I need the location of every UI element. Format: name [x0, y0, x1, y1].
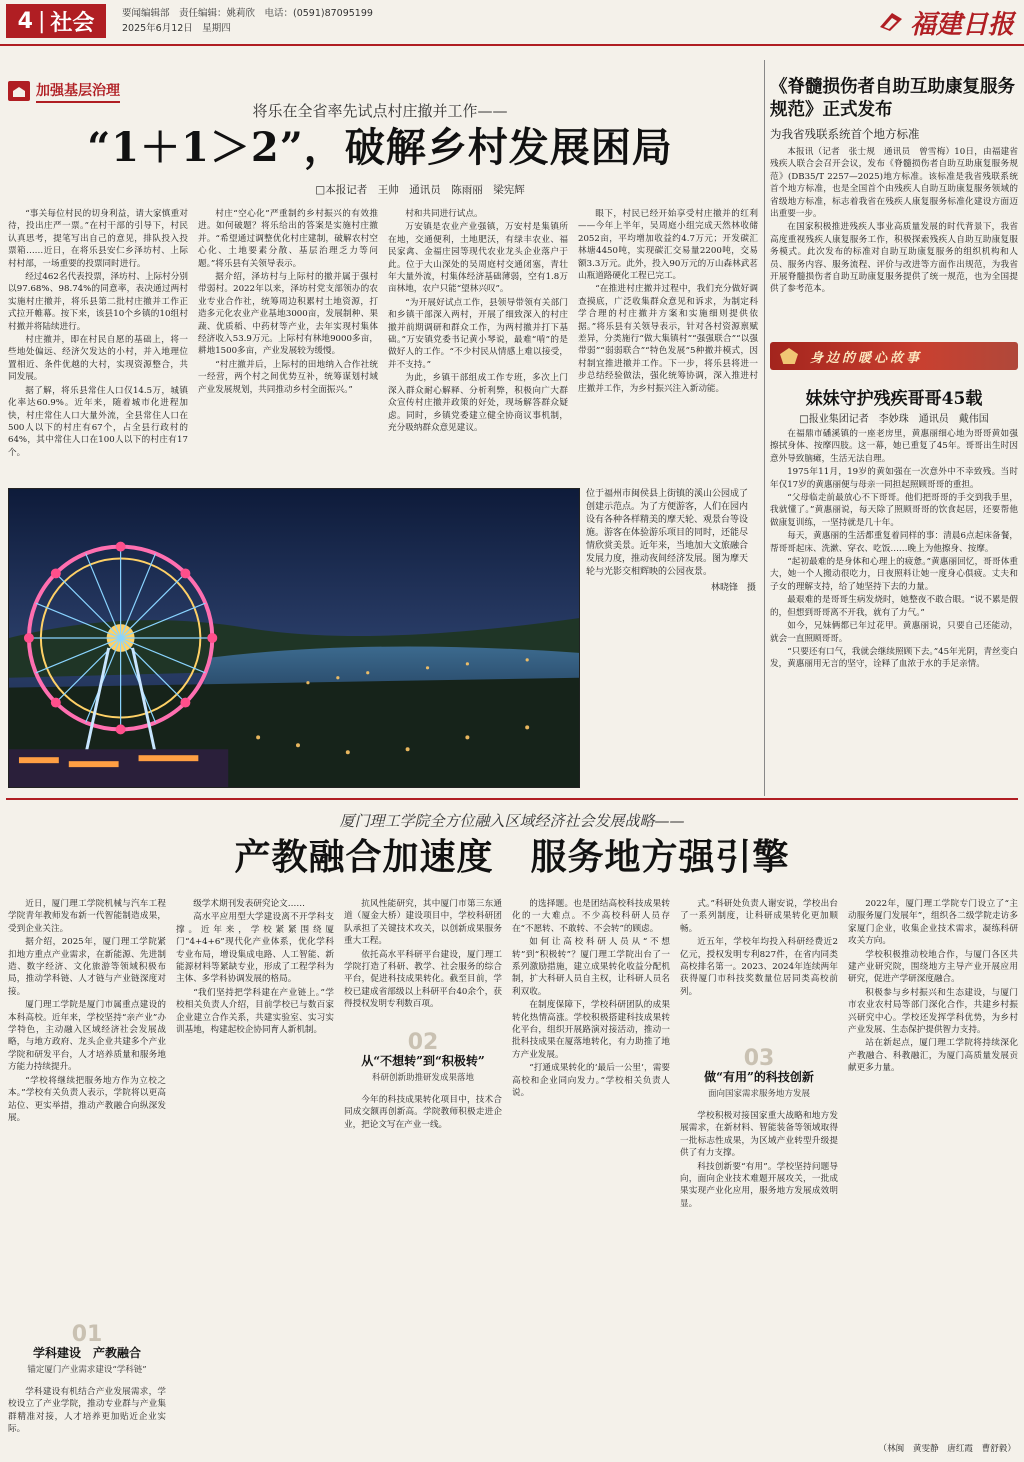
paragraph: 科技创新要“有用”。学校坚持问题导向，面向企业技术难题开展攻关，一批成果实现产业化应用，服务地方发展成效明显。: [680, 1161, 838, 1209]
column-divider: [764, 60, 765, 796]
paragraph: 如今，兄妹俩都已年过花甲。黄惠丽说，只要自己还能动，就会一直照顾哥哥。: [770, 621, 1018, 644]
subhead-number: 01: [71, 1322, 103, 1347]
paragraph: “学校将继续把服务地方作为立校之本。”学校有关负责人表示，学院将以更高站位、更实举措，推动产教融合向纵深发展。: [8, 1075, 166, 1123]
paragraph: 为此，乡镇干部组成工作专班，多次上门深入群众耐心解释、分析利弊，积极向广大群众宣传村庄撤并政策的好处，现场解答群众疑虑。同时，乡镇党委建立健全协商议事机制，充分吸纳群众意见建议。: [388, 373, 568, 433]
feature-column-5a: [680, 898, 838, 1038]
page-number: 4: [17, 8, 33, 34]
paper-logo: [878, 4, 1014, 40]
paragraph: 经过462名代表投票，泽坊村、上际村分别以97.68%、98.74%的同意率，表决通过两村实施村庄撤并，将乐县第二批村庄撤并工作正式拉开帷幕。按下来，该县10个乡镇的10组村村撤并将陆续进行。: [8, 272, 188, 332]
paragraph: 近五年，学校年均投入科研经费近2亿元，授权发明专利827件，在省内同类高校排名第一。2023、2024年连续两年获得厦门市科技奖数量位居同类高校前列。: [680, 937, 838, 997]
paragraph: 据了解，将乐县常住人口仅14.5万，城镇化率达60.9%。近年来，随着城市化进程加快，村庄常住人口大量外流，全县常住人口在500人以下的村庄有67个，占全县行政村的64%，其中常住人口在100人以下的村庄有17个。: [8, 385, 188, 458]
ferris-wheel-night-scene: [9, 489, 579, 787]
paragraph: 2022年，厦门理工学院专门设立了“主动服务厦门发展年”，组织各二级学院走访多家厦门企业，收集企业技术需求，凝练科研攻关方向。: [848, 899, 1018, 947]
feature-column-3a: [344, 898, 502, 1018]
lead-column-4: [578, 208, 758, 480]
paragraph: 村庄“空心化”严重制约乡村振兴的有效推进。如何破题？将乐给出的答案是实施村庄撤并。“希望通过调整优化村庄建制，破解农村空心化、土地要素分散、基层治理乏力等问题。”将乐县有关领导表示。: [198, 209, 378, 269]
subhead-subtitle: 科研创新助推研发成果落地: [371, 1073, 474, 1083]
paragraph: 厦门理工学院是厦门市属重点建设的本科高校。近年来，学校坚持“亲产业”办学特色，主动融入区域经济社会发展战略，与地方政府、龙头企业共建多个产业学院和研发平台，人才培养质量和服务地方能力持续提升。: [8, 1000, 166, 1073]
page-header: [0, 0, 1024, 46]
subhead-subtitle: 锚定厦门产业需求建设“学科链”: [27, 1365, 147, 1375]
paragraph: 在福鼎市磻溪镇的一座老房里，黄惠丽细心地为哥哥黄如强擦拭身体、按摩四肢。这一幕，她已重复了45年。哥哥出生时因意外导致脑瘫，生活无法自理。: [770, 429, 1018, 464]
paragraph: 抗风性能研究，其中厦门市第三东通道（厦金大桥）建设项目中，学校科研团队承担了关键技术攻关，以创新成果服务重大工程。: [344, 899, 502, 947]
feature-column-3b: [344, 1094, 502, 1454]
paragraph: “村庄撤并后，上际村的田地纳入合作社统一经营，两个村之间优势互补，统筹谋划村域产业发展规划，共同推动乡村全面振兴。”: [198, 359, 378, 395]
paragraph: “我们坚持把学科建在产业链上。”学校相关负责人介绍，目前学校已与数百家企业建立合作关系，共建实验室、实习实训基地，构建起校企协同育人新机制。: [176, 987, 334, 1036]
feature-column-6: [848, 898, 1018, 1438]
lead-column-2: [198, 208, 378, 480]
feature-column-5b: [680, 1110, 838, 1454]
news-photo: [8, 488, 580, 788]
subhead-number: 02: [407, 1030, 439, 1055]
page-badge: [6, 4, 106, 38]
paragraph: 的选择题。也是团结高校科技成果转化的一大难点。不少高校科研人员存在“不愿转、不敢转、不会转”的顾虑。: [512, 899, 670, 934]
side-headline: 《脊髓损伤者自助互助康复服务规范》正式发布: [770, 77, 1015, 120]
paragraph: “事关每位村民的切身利益，请大家慎重对待，投出庄严一票。”在村干部的引导下，村民认真思考，提笔写出自己的意见，排队投入投票箱……近日，在将乐县安仁乡泽坊村、上际村村部，一场重要的投票同时进行。: [8, 209, 188, 269]
feature-column-1: [8, 898, 166, 1318]
side-subtitle: 为我省残联系统首个地方标准: [770, 127, 920, 141]
paragraph: 每天，黄惠丽的生活都重复着同样的事：清晨6点起床备餐，帮哥哥起床、洗漱、穿衣、吃饭……晚上为他擦身、按摩。: [770, 531, 1018, 554]
lead-kicker: 将乐在全省率先试点村庄撤并工作——: [252, 102, 508, 120]
paragraph: 式。”科研处负责人谢安说，学校出台了一系列制度，让科研成果转化更加顺畅。: [680, 899, 838, 934]
logo-mark-icon: [878, 9, 904, 35]
subhead-title: 做“有用”的科技创新: [704, 1070, 814, 1084]
editor-line: 要闻编辑部 责任编辑：姚莉欣 电话：(0591)87095199: [122, 8, 373, 19]
paragraph: “只要还有口气，我就会继续照顾下去。”45年光阴，青丝变白发，黄惠丽用无言的坚守，诠释了血浓于水的手足亲情。: [770, 646, 1018, 670]
paragraph: 今年的科技成果转化项目中，技术合同成交额再创新高。学院教师积极走进企业，把论文写在产业一线。: [344, 1095, 502, 1130]
subhead-title: 学科建设 产教融合: [32, 1346, 141, 1360]
lead-column-1: [8, 208, 188, 480]
paragraph: 如何让高校科研人员从“不想转”到“积极转”？厦门理工学院出台了一系列激励措施，建立成果转化收益分配机制，扩大科研人员自主权，让科研人员名利双收。: [512, 937, 670, 997]
lead-column-3: [388, 208, 568, 480]
paragraph: 眼下，村民已经开始享受村庄撤并的红利——今年上半年，吴周庭小组完成天然林收储2052亩，平均增加收益约4.7万元；开发碳汇林塘4450吨，实现碳汇交易量2200吨，交易额3.3万元。此外，投入90万元的万山森林武茗山瓶道路硬化工程已完工。: [578, 209, 758, 282]
story-byline: □报业集团记者 李妙珠 通讯员 戴伟国: [799, 414, 989, 425]
paragraph: 据介绍，泽坊村与上际村的撤并属于强村带弱村。2022年以来，泽坊村党支部领办的农业专业合作社，统筹周边积累村土地资源，打造多元化农业产业基地3000亩，发展制种、果蔬、优质稻、中药材等产业，去年实现村集体经济收入53.9万元。上际村有林地9000多亩，耕地1500多亩，产业发展较为缓慢。: [198, 272, 378, 357]
section-tag: [8, 80, 120, 102]
photo-caption: [586, 488, 756, 788]
paragraph: 学科建设有机结合产业发展需求，学校设立了产业学院，推动专业群与产业集群精准对接，人才培养更加贴近企业实际。: [8, 1387, 166, 1435]
lead-headline: “1＋1＞2”，破解乡村发展困局: [87, 124, 673, 171]
feature-column-2: [176, 898, 334, 1454]
paragraph: 站在新起点，厦门理工学院将持续深化产教融合、科教融汇，为厦门高质量发展贡献更多力量。: [848, 1038, 1018, 1074]
paragraph: “为开展好试点工作，县领导带领有关部门和乡镇干部深入两村，开展了细致深入的村庄撤并前期调研和群众工作，为两村撤并打下基础。”万安镇党委书记黄小琴说，最难“啃”的是做好人的工作。“不少村民从情感上难以接受，并不支持。”: [388, 297, 568, 370]
paragraph: 据介绍，2025年，厦门理工学院紧扣地方重点产业需求，在新能源、先进制造、数字经济、文化旅游等领域积极布局，推动学科链、人才链与产业链深度对接。: [8, 937, 166, 997]
side-intro: [770, 146, 1018, 332]
photo-credit: 林晓锋 摄: [710, 583, 756, 593]
paragraph: “起初最难的是身体和心理上的疲惫。”黄惠丽回忆，哥哥体重大，她一个人搬动很吃力，日夜照料让她一度身心俱疲。丈夫和子女的理解支持，给了她坚持下去的力量。: [770, 557, 1018, 592]
paragraph: “父母临走前最放心不下哥哥。他们把哥哥的手交到我手里，我就懂了。”黄惠丽说，每天除了照顾哥哥的饮食起居，还要帮他做康复训练，一坚持就是几十年。: [770, 493, 1018, 528]
house-icon: [8, 81, 30, 101]
paragraph: 最艰难的是哥哥生病发烧时，她整夜不敢合眼。“说不累是假的，但想到哥哥离不开我，就有了力气。”: [770, 595, 1018, 618]
paragraph: 积极参与乡村振兴和生态建设，与厦门市农业农村局等部门深化合作，共建乡村振兴研究中心。学校还发挥学科优势，为乡村产业发展、生态保护提供智力支持。: [848, 987, 1018, 1036]
feature-column-1b: [8, 1386, 166, 1454]
paragraph: 在国家积极推进残疾人事业高质量发展的时代背景下，我省高度重视残疾人康复服务工作，积极探索残疾人自助互助康复服务模式。此次发布的标准对自助互助康复服务的组织机构和人员、服务内容、服务流程、评价与改进等方面作出规范，为我省开展脊髓损伤者自助互助康复服务提供了统一规范，也为全国提供了参考范本。: [770, 222, 1018, 295]
paragraph: 在制度保障下，学校科研团队的成果转化热情高涨。学校积极搭建科技成果转化平台，组织开展路演对接活动，推动一批科技成果在厦落地转化，有力助推了地方产业发展。: [512, 1000, 670, 1060]
subhead-1: [8, 1322, 166, 1375]
paragraph: 学校积极推动校地合作，与厦门各区共建产业研究院，围绕地方主导产业开展应用研究，促进产学研深度融合。: [848, 949, 1018, 985]
paragraph: 近日，厦门理工学院机械与汽车工程学院青年教师发布新一代智能制造成果，受到企业关注。: [8, 899, 166, 934]
paragraph: “打通成果转化的‘最后一公里’，需要高校和企业同向发力。”学校相关负责人说。: [512, 1063, 670, 1099]
paragraph: 村庄撤并，即在村民自愿的基础上，将一些地处偏远、经济欠发达的小村，并入地理位置相近、条件优越的大村，实现资源整合，共同发展。: [8, 335, 188, 383]
header-meta: [122, 6, 373, 36]
story-body: [770, 428, 1018, 790]
caption-text: 位于福州市闽侯县上街镇的溪山公园成了创建示范点。为了方便游客，人们在园内设有各种各样精美的摩天轮、观景台等设施。游客在体验游乐项目的同时，还能尽情欣赏美景。近年来，当地加大文旅融合发展力度，推动夜间经济发展。图为摩天轮与光影交相辉映的公园夜景。: [586, 489, 749, 577]
paragraph: “在推进村庄撤并过程中，我们充分做好调查摸底，广泛收集群众意见和诉求，为制定科学合理的村庄撤并方案和实施细则提供依据。”将乐县有关领导表示，针对各村资源禀赋差异，分类施行“做大集镇村”“强强联合”“以强带弱”“弱弱联合”“特色发展”5种撤并模式，因村制宜推进撤并工作。下一步，将乐县将进一步总结经验做法，强化统筹协调，深入推进村庄撤并工作，为乡村振兴注入新动能。: [578, 284, 758, 394]
subhead-title: 从“不想转”到“积极转”: [361, 1054, 485, 1068]
subhead-2: [344, 1030, 502, 1083]
paragraph: 万安镇是农业产业强镇，万安村是集镇所在地，交通便利，土地肥沃，有绿丰农业、福民家禽、金福庄园等现代农业龙头企业落户于此。位于大山深处的吴周庭村交通闭塞，青壮年大量外流，村集体经济基础薄弱，空有1.8万亩林地，农户只能“望林兴叹”。: [388, 222, 568, 295]
paragraph: 学校积极对接国家重大战略和地方发展需求，在新材料、智能装备等领域取得一批标志性成果，为区域产业转型升级提供了有力支撑。: [680, 1111, 838, 1159]
subhead-number: 03: [743, 1046, 775, 1071]
paragraph: 高水平应用型大学建设离不开学科支撑。近年来，学校紧紧围绕厦门“4+4+6”现代化产业体系，优化学科专业布局，增设集成电路、人工智能、新能源材料等紧缺专业，形成了工程学科为主体、多学科协调发展的格局。: [176, 912, 334, 985]
story-headline: 妹妹守护残疾哥哥45载: [805, 389, 983, 409]
lead-byline: □本报记者 王帅 通讯员 陈雨丽 梁宪辉: [315, 184, 525, 196]
page-badge-separator: |: [37, 8, 46, 34]
paragraph: 依托高水平科研平台建设，厦门理工学院打造了科研、教学、社会服务的综合平台，促进科技成果转化。截至目前，学校已建成省部级以上科研平台40余个，获得授权发明专利数百项。: [344, 949, 502, 1010]
section-divider: [6, 798, 1018, 800]
paragraph: 级学术期刊发表研究论文……: [193, 899, 305, 909]
date-line: 2025年6月12日 星期四: [122, 23, 231, 34]
section-name: 社会: [50, 10, 95, 36]
subhead-subtitle: 面向国家需求服务地方发展: [707, 1089, 810, 1099]
section-tag-label: 加强基层治理: [36, 80, 120, 103]
feature-kicker: 厦门理工学院全方位融入区域经济社会发展战略——: [339, 812, 685, 830]
feature-headline: 产教融合加速度 服务地方强引擎: [234, 836, 790, 878]
column-banner: 身边的暖心故事: [770, 342, 1018, 370]
paragraph: 1975年11月，19岁的黄如强在一次意外中不幸致残。当时年仅17岁的黄惠丽便与母亲一同担起照顾哥哥的重担。: [770, 467, 1018, 490]
feature-credit: （林闽 黄雯静 唐红霞 曹舒毅）: [878, 1444, 1016, 1454]
subhead-3: [680, 1046, 838, 1099]
paper-name: 福建日报: [909, 9, 1014, 40]
paragraph: 本报讯（记者 张士规 通讯员 曾雪梅）10日，由福建省残疾人联合会召开会议，发布《脊髓损伤者自助互助康复服务规范》(DB35/T 2257—2025)地方标准。该标准是我省残联系统首个地方标准，也是全国首个由残疾人自助互助康复服务领域的省级地方标准，标志着我省在残疾人康复服务标准化建设方面迈出重要一步。: [770, 147, 1018, 220]
feature-column-4: [512, 898, 670, 1454]
paragraph: 村和共同进行试点。: [405, 209, 483, 219]
